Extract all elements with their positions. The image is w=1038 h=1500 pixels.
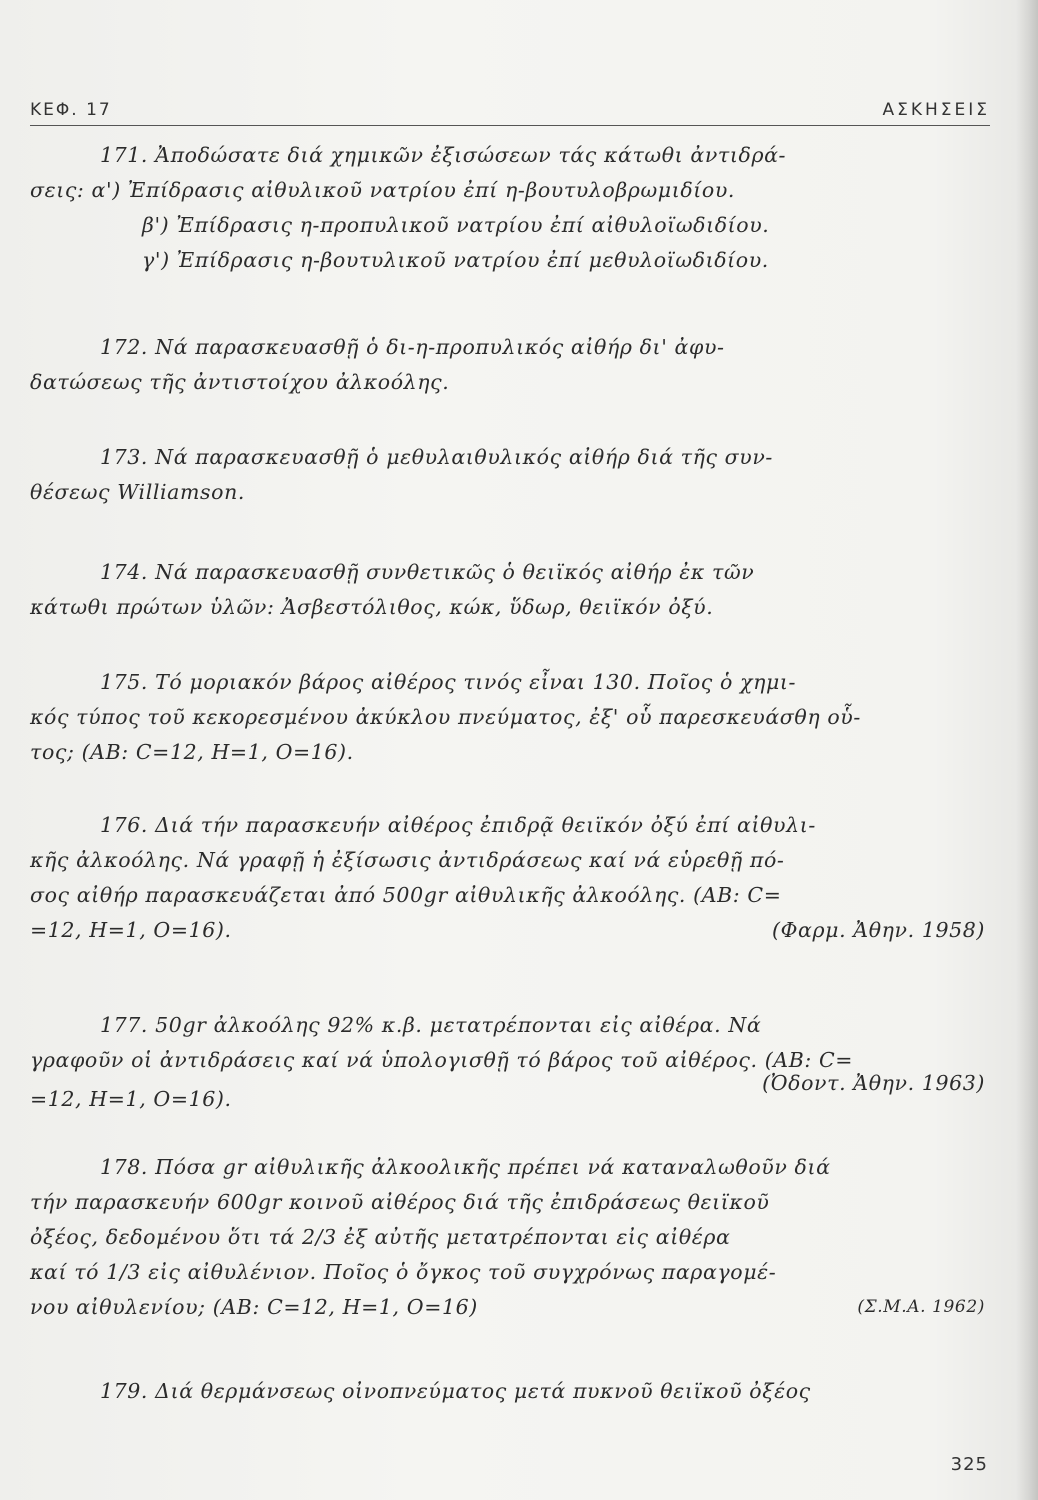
exercise-line: ὀξέος, δεδομένου ὅτι τά 2/3 ἐξ αὐτῆς μετατρέπονται εἰς αἰθέρα xyxy=(30,1225,731,1249)
exercise-line: κός τύπος τοῦ κεκορεσμένου ἀκύκλου πνεύματος, ἐξ' οὗ παρεσκευάσθη οὗ- xyxy=(30,705,861,729)
exercise-173 xyxy=(30,440,995,510)
exercise-source: (Σ.Μ.Α. 1962) xyxy=(857,1297,985,1317)
exercise-line: σος αἰθήρ παρασκευάζεται ἀπό 500gr αἰθυλικῆς ἀλκοόλης. (ΑΒ: C= xyxy=(30,883,782,907)
exercise-line: τήν παρασκευήν 600gr κοινοῦ αἰθέρος διά τῆς ἐπιδράσεως θειϊκοῦ xyxy=(30,1190,770,1214)
exercise-source: (Φαρμ. Ἀθην. 1958) xyxy=(772,918,985,942)
exercise-line: β') Ἐπίδρασις η-προπυλικοῦ νατρίου ἐπί αἰθυλοϊωδιδίου. xyxy=(142,213,770,237)
exercise-line: 173. Νά παρασκευασθῇ ὁ μεθυλαιθυλικός αἰθήρ διά τῆς συν- xyxy=(100,445,773,469)
exercise-last-row xyxy=(30,1071,995,1113)
page-number: 325 xyxy=(950,1454,988,1475)
exercise-line: νου αἰθυλενίου; (ΑΒ: C=12, H=1, O=16) xyxy=(30,1295,478,1319)
exercise-line: κάτωθι πρώτων ὑλῶν: Ἀσβεστόλιθος, κώκ, ὕδωρ, θειϊκόν ὀξύ. xyxy=(30,595,714,619)
exercise-178 xyxy=(30,1150,995,1325)
spine-shadow xyxy=(1016,0,1038,1500)
exercise-line: γραφοῦν οἱ ἀντιδράσεις καί νά ὑπολογισθῇ τό βάρος τοῦ αἰθέρος. (ΑΒ: C= xyxy=(30,1048,854,1072)
header-rule xyxy=(30,125,990,126)
exercise-line: 171. Ἀποδώσατε διά χημικῶν ἐξισώσεων τάς κάτωθι ἀντιδρά- xyxy=(100,143,787,167)
exercise-line: 176. Διά τήν παρασκευήν αἰθέρος ἐπιδρᾷ θειϊκόν ὀξύ ἐπί αἰθυλι- xyxy=(100,813,816,837)
exercise-line: 172. Νά παρασκευασθῇ ὁ δι-η-προπυλικός αἰθήρ δι' ἀφυ- xyxy=(100,335,725,359)
page-header xyxy=(30,96,990,126)
exercise-line: δατώσεως τῆς ἀντιστοίχου ἀλκοόλης. xyxy=(30,370,450,394)
exercise-line: γ') Ἐπίδρασις η-βουτυλικοῦ νατρίου ἐπί μεθυλοϊωδιδίου. xyxy=(142,248,769,272)
exercise-line: 177. 50gr ἀλκοόλης 92% κ.β. μετατρέπονται εἰς αἰθέρα. Νά xyxy=(100,1013,762,1037)
exercise-175 xyxy=(30,665,995,770)
exercise-line: 174. Νά παρασκευασθῇ συνθετικῶς ὁ θειϊκός αἰθήρ ἐκ τῶν xyxy=(100,560,755,584)
exercise-176 xyxy=(30,808,995,948)
exercise-line: =12, H=1, O=16). xyxy=(30,1087,232,1111)
exercise-177 xyxy=(30,1008,995,1113)
exercise-174 xyxy=(30,555,995,625)
exercise-line: κῆς ἀλκοόλης. Νά γραφῇ ἡ ἐξίσωσις ἀντιδράσεως καί νά εὑρεθῇ πό- xyxy=(30,848,785,872)
exercise-last-row xyxy=(30,1290,995,1325)
exercise-line: θέσεως Williamson. xyxy=(30,480,246,504)
exercise-line: 175. Τό μοριακόν βάρος αἰθέρος τινός εἶναι 130. Ποῖος ὁ χημι- xyxy=(100,670,797,694)
section-label: ΑΣΚΗΣΕΙΣ xyxy=(882,100,990,120)
exercise-172 xyxy=(30,330,995,400)
chapter-label: ΚΕΦ. 17 xyxy=(30,100,112,120)
exercise-171 xyxy=(30,138,995,278)
exercise-last-row xyxy=(30,913,995,948)
exercise-line: 178. Πόσα gr αἰθυλικῆς ἀλκοολικῆς πρέπει νά καταναλωθοῦν διά xyxy=(100,1155,831,1179)
exercise-line: 179. Διά θερμάνσεως οἰνοπνεύματος μετά πυκνοῦ θειϊκοῦ ὀξέος xyxy=(100,1379,811,1403)
exercise-line: σεις: α') Ἐπίδρασις αἰθυλικοῦ νατρίου ἐπί η-βουτυλοβρωμιδίου. xyxy=(30,178,736,202)
exercise-source: (Ὀδοντ. Ἀθην. 1963) xyxy=(762,1071,985,1095)
exercise-line: καί τό 1/3 εἰς αἰθυλένιον. Ποῖος ὁ ὄγκος τοῦ συγχρόνως παραγομέ- xyxy=(30,1260,777,1284)
exercise-line: τος; (ΑΒ: C=12, H=1, O=16). xyxy=(30,740,354,764)
exercise-179 xyxy=(30,1374,995,1409)
exercise-line: =12, H=1, O=16). xyxy=(30,918,232,942)
